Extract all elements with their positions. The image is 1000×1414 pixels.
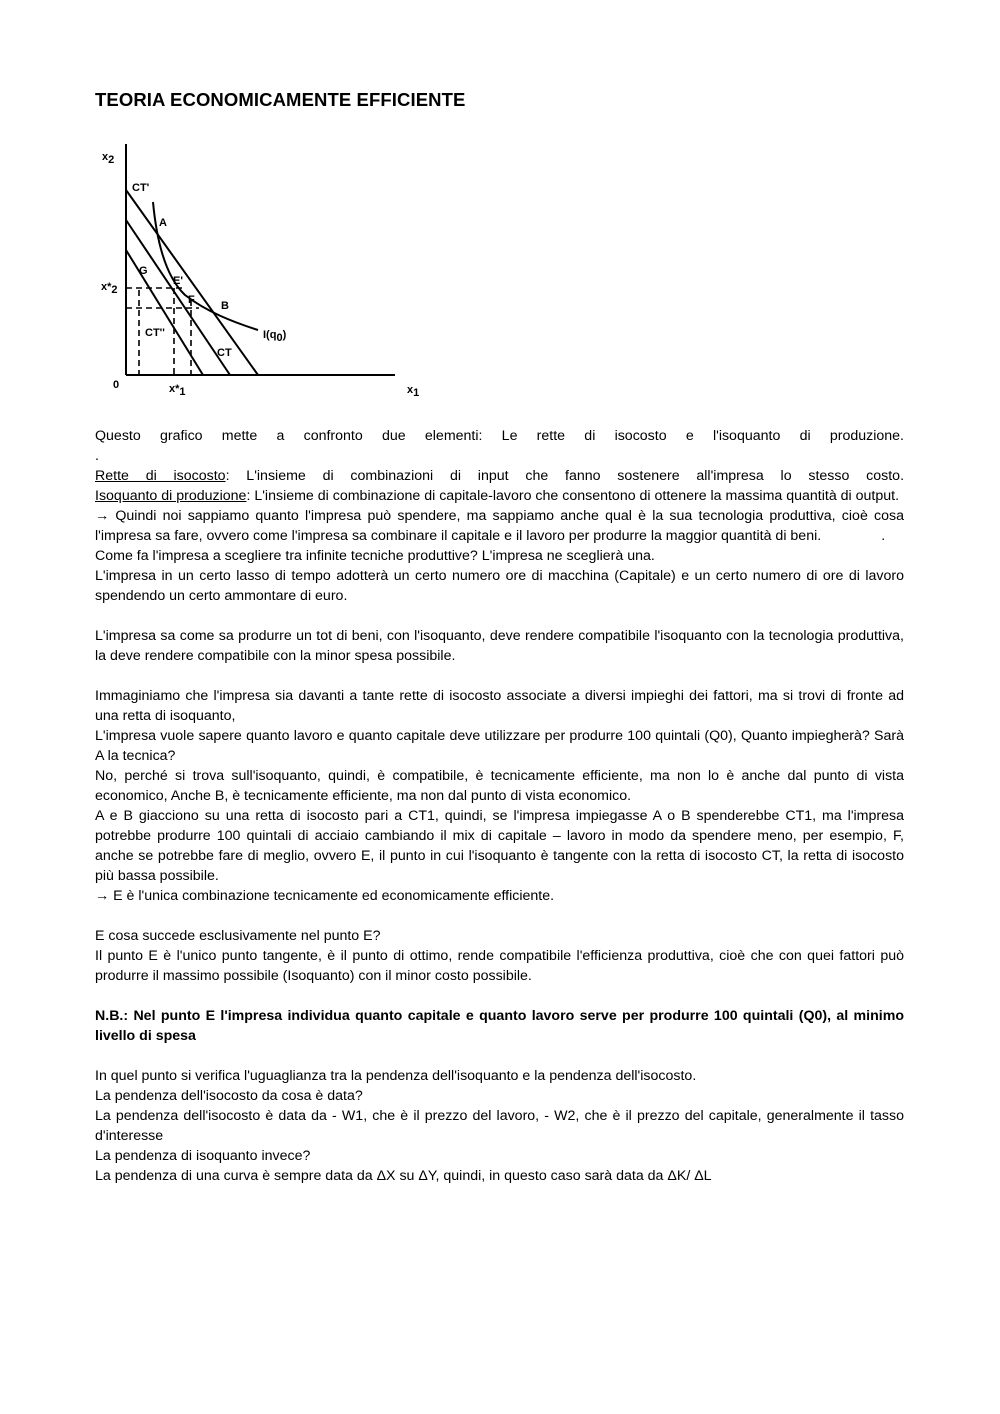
paragraph: → Quindi noi sappiamo quanto l'impresa può spendere, ma sappiamo anche qual è la sua tecnologia produttiva, cioè cosa l'impresa sa fare, ovvero come l'impresa sa combinare il capitale e il lavoro per produrre la maggior quantità di beni. .: [95, 508, 904, 544]
y-axis-label: x2: [102, 151, 115, 166]
isocost-isoquant-graph: [95, 140, 445, 405]
paragraph: A e B giacciono su una retta di isocosto pari a CT1, quindi, se l'impresa impiegasse A o B spenderebbe CT1, ma l'impresa potrebbe produrre 100 quintali di acciaio cambiando il mix di capitale – lavoro in modo da spendere meno, per esempio, F, anche se potrebbe fare di meglio, ovvero E, il punto in cui l'isoquanto è tangente con la retta di isocosto CT, la retta di isocosto più bassa possibile.: [95, 808, 904, 884]
ct-double-prime-label: CT'': [145, 327, 165, 339]
point-g-label: G: [139, 265, 148, 277]
paragraph: Il punto E è l'unico punto tangente, è il punto di ottimo, rende compatibile l'efficienza produttiva, cioè che con quei fattori può produrre il massimo possibile (Isoquanto) con il minor costo possibile.: [95, 948, 904, 984]
document-body: [95, 426, 904, 1186]
paragraph: → E è l'unica combinazione tecnicamente ed economicamente efficiente.: [95, 888, 555, 904]
ct-prime-label: CT': [132, 182, 150, 194]
definition-text: : L'insieme di combinazione di capitale-lavoro che consentono di ottenere la massima quantità di output.: [246, 488, 900, 504]
x-axis-label: x1: [407, 384, 420, 399]
paragraph: L'impresa in un certo lasso di tempo adotterà un certo numero ore di macchina (Capitale) e un certo numero di ore di lavoro spendendo un certo ammontare di euro.: [95, 568, 904, 604]
paragraph: La pendenza dell'isocosto è data da - W1, che è il prezzo del lavoro, - W2, che è il prezzo del capitale, generalmente il tasso d'interesse: [95, 1108, 904, 1144]
paragraph: L'impresa vuole sapere quanto lavoro e quanto capitale deve utilizzare per produrre 100 quintali (Q0), Quanto impiegherà? Sarà A la tecnica?: [95, 728, 904, 764]
term-isoquanto: Isoquanto di produzione: [95, 488, 247, 504]
isocost-line-ct: [126, 220, 230, 375]
paragraph: Come fa l'impresa a scegliere tra infinite tecniche produttive? L'impresa ne sceglierà una.: [95, 548, 655, 564]
paragraph: No, perché si trova sull'isoquanto, quindi, è compatibile, è tecnicamente efficiente, ma non lo è anche dal punto di vista economico, Anche B, è tecnicamente efficiente, ma non dal punto di vista economico.: [95, 768, 904, 804]
note-bold: N.B.: Nel punto E l'impresa individua quanto capitale e quanto lavoro serve per produrre 100 quintali (Q0), al minimo livello di spesa: [95, 1008, 904, 1044]
point-f-label: F: [188, 294, 195, 306]
paragraph: In quel punto si verifica l'uguaglianza tra la pendenza dell'isoquanto e la pendenza dell'isocosto.: [95, 1068, 697, 1084]
isoquant-curve: [153, 202, 258, 330]
paragraph: .: [95, 448, 99, 464]
arrow-icon: →: [95, 508, 110, 524]
arrow-icon: →: [95, 888, 110, 904]
paragraph: [95, 466, 904, 486]
paragraph: La pendenza di una curva è sempre data da ΔX su ΔY, quindi, in questo caso sarà data da ΔK/ ΔL: [95, 1168, 712, 1184]
x2-star-label: x*2: [101, 281, 118, 296]
paragraph: E cosa succede esclusivamente nel punto E?: [95, 928, 381, 944]
paragraph: La pendenza di isoquanto invece?: [95, 1148, 311, 1164]
paragraph: [95, 486, 904, 506]
term-rette-isocosto: Rette di isocosto: [95, 468, 226, 484]
paragraph: Questo grafico mette a confronto due elementi: Le rette di isocosto e l'isoquanto di produzione.: [95, 428, 904, 444]
point-e-label: E': [173, 275, 183, 287]
point-a-label: A: [159, 217, 167, 229]
paragraph: La pendenza dell'isocosto da cosa è data?: [95, 1088, 363, 1104]
page-title: TEORIA ECONOMICAMENTE EFFICIENTE: [95, 89, 466, 110]
paragraph: Immaginiamo che l'impresa sia davanti a tante rette di isocosto associate a diversi impieghi dei fattori, ma si trovi di fronte ad una retta di isoquanto,: [95, 688, 904, 724]
x1-star-label: x*1: [169, 383, 186, 398]
isoquant-label: I(q0): [263, 329, 287, 344]
definition-text: : L'insieme di combinazioni di input che fanno sostenere all'impresa lo stesso costo.: [225, 468, 905, 484]
paragraph: L'impresa sa come sa produrre un tot di beni, con l'isoquanto, deve rendere compatibile l'isoquanto con la tecnologia produttiva, la deve rendere compatibile con la minor spesa possibile.: [95, 628, 904, 664]
point-b-label: B: [221, 300, 229, 312]
ct-label: CT: [217, 347, 232, 359]
origin-label: 0: [113, 379, 120, 391]
